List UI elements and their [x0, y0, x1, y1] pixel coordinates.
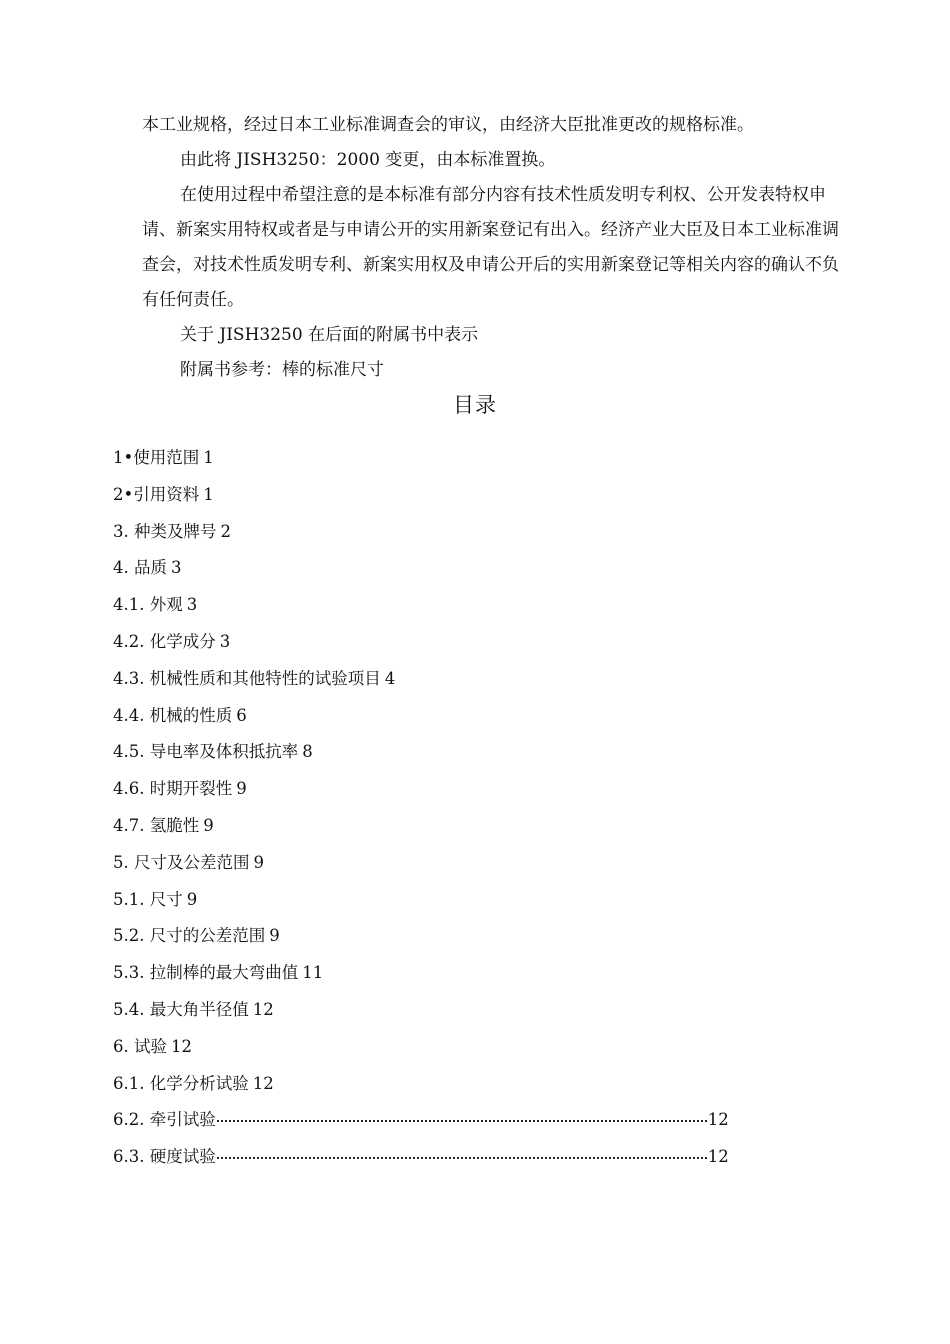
toc-entry[interactable]: [113, 1139, 763, 1176]
toc-entry-number: 3.: [113, 521, 134, 541]
toc-entry-page: 3: [186, 595, 198, 615]
toc-entry-page: 12: [707, 1110, 729, 1130]
toc-entry-number: 4.: [113, 558, 134, 578]
toc-entry-number: 4.2.: [113, 631, 150, 651]
toc-entry-title: 引用资料: [133, 484, 200, 504]
toc-entry[interactable]: [113, 477, 763, 514]
toc-entry-title: 试验: [134, 1036, 167, 1056]
toc-entry-page: 12: [252, 1073, 274, 1093]
toc-dot-leader: [217, 1147, 707, 1159]
toc-entry-title: 时期开裂性: [149, 779, 233, 799]
toc-entry-title: 尺寸及公差范围: [134, 852, 250, 872]
toc-entry-page: 11: [302, 963, 324, 983]
toc-entry-number: 4.4.: [113, 705, 150, 725]
toc-entry-page: 12: [252, 999, 274, 1019]
toc-dot-leader: [217, 1110, 707, 1122]
toc-entry-title: 使用范围: [133, 448, 200, 467]
toc-entry-number: 2•: [113, 484, 134, 504]
body-paragraph: 在使用过程中希望注意的是本标准有部分内容有技术性质发明专利权、公开发表特权申请、新案实用特权或者是与申请公开的实用新案登记有出入。经济产业大臣及日本工业标准调查会，对技术性质发明专利、新案实用权及申请公开后的实用新案登记等相关内容的确认不负有任何责任。: [142, 185, 839, 310]
body-paragraph: 关于 JISH3250 在后面的附属书中表示: [180, 325, 479, 345]
toc-entry[interactable]: [113, 918, 763, 955]
toc-entry[interactable]: [113, 550, 763, 587]
toc-entry-page: 8: [302, 742, 313, 762]
toc-entry-title: 牵引试验: [149, 1110, 216, 1130]
toc-entry[interactable]: [113, 1102, 763, 1139]
toc-entry-title: 化学成分: [149, 631, 216, 651]
toc-entry-title: 种类及牌号: [134, 521, 217, 541]
toc-entry-title: 外观: [149, 595, 183, 615]
body-paragraph: 由此将 JISH3250：2000 变更，由本标准置换。: [180, 150, 556, 170]
toc-entry-page: 12: [707, 1147, 729, 1167]
toc-entry-page: 3: [171, 558, 182, 578]
table-of-contents: [113, 440, 763, 1176]
toc-entry-number: 4.5.: [113, 742, 150, 762]
toc-entry[interactable]: [113, 882, 763, 919]
toc-entry-page: 9: [253, 852, 264, 872]
toc-entry-page: 9: [186, 889, 198, 909]
toc-entry[interactable]: [113, 1066, 763, 1103]
toc-entry-title: 氢脆性: [149, 815, 200, 835]
toc-entry-title: 拉制棒的最大弯曲值: [149, 963, 299, 983]
toc-entry-title: 尺寸的公差范围: [149, 926, 266, 946]
toc-entry-title: 最大角半径值: [149, 999, 249, 1019]
body-text: [142, 108, 842, 388]
toc-entry-title: 尺寸: [149, 889, 183, 909]
toc-entry[interactable]: [113, 734, 763, 771]
toc-entry-title: 品质: [134, 558, 167, 578]
toc-entry-title: 硬度试验: [149, 1147, 216, 1167]
toc-entry-number: 5.3.: [113, 963, 150, 983]
toc-entry-number: 5.: [113, 852, 134, 872]
toc-entry-page: 4: [384, 668, 396, 688]
toc-entry[interactable]: [113, 661, 763, 698]
toc-entry-number: 4.3.: [113, 668, 150, 688]
toc-entry-number: 6.2.: [113, 1110, 150, 1130]
toc-entry-page: 3: [219, 631, 231, 651]
toc-entry[interactable]: [113, 624, 763, 661]
toc-entry[interactable]: [113, 514, 763, 551]
toc-entry-number: 5.1.: [113, 889, 150, 909]
toc-entry-page: 12: [171, 1036, 192, 1056]
toc-entry-page: 9: [236, 779, 247, 799]
toc-entry-number: 1•: [113, 448, 134, 467]
toc-entry[interactable]: [113, 587, 763, 624]
toc-entry-title: 机械性质和其他特性的试验项目: [149, 668, 381, 688]
toc-entry-page: 1: [203, 448, 214, 467]
toc-entry[interactable]: [113, 955, 763, 992]
toc-entry-page: 9: [203, 815, 214, 835]
toc-entry-page: 9: [269, 926, 280, 946]
toc-entry-number: 6.3.: [113, 1147, 150, 1167]
toc-entry[interactable]: [113, 771, 763, 808]
toc-entry-page: 1: [203, 484, 214, 504]
toc-entry-title: 机械的性质: [149, 705, 233, 725]
toc-entry[interactable]: [113, 808, 763, 845]
toc-entry-number: 6.: [113, 1036, 134, 1056]
toc-entry-number: 4.7.: [113, 815, 150, 835]
toc-entry-number: 5.4.: [113, 999, 150, 1019]
toc-entry[interactable]: [113, 698, 763, 735]
toc-entry-page: 2: [220, 521, 231, 541]
toc-entry[interactable]: [113, 992, 763, 1029]
toc-entry[interactable]: [113, 1029, 763, 1066]
toc-entry-page: 6: [236, 705, 247, 725]
toc-entry-title: 导电率及体积抵抗率: [149, 742, 299, 762]
toc-entry-number: 4.6.: [113, 779, 150, 799]
toc-entry-number: 4.1.: [113, 595, 150, 615]
toc-entry-number: 6.1.: [113, 1073, 150, 1093]
toc-heading: 目录: [453, 393, 497, 417]
toc-entry[interactable]: [113, 440, 763, 477]
body-paragraph: 本工业规格，经过日本工业标准调查会的审议，由经济大臣批准更改的规格标准。: [142, 115, 754, 135]
toc-entry[interactable]: [113, 845, 763, 882]
toc-entry-title: 化学分析试验: [149, 1073, 249, 1093]
body-paragraph: 附属书参考：棒的标准尺寸: [180, 360, 384, 380]
toc-entry-number: 5.2.: [113, 926, 150, 946]
